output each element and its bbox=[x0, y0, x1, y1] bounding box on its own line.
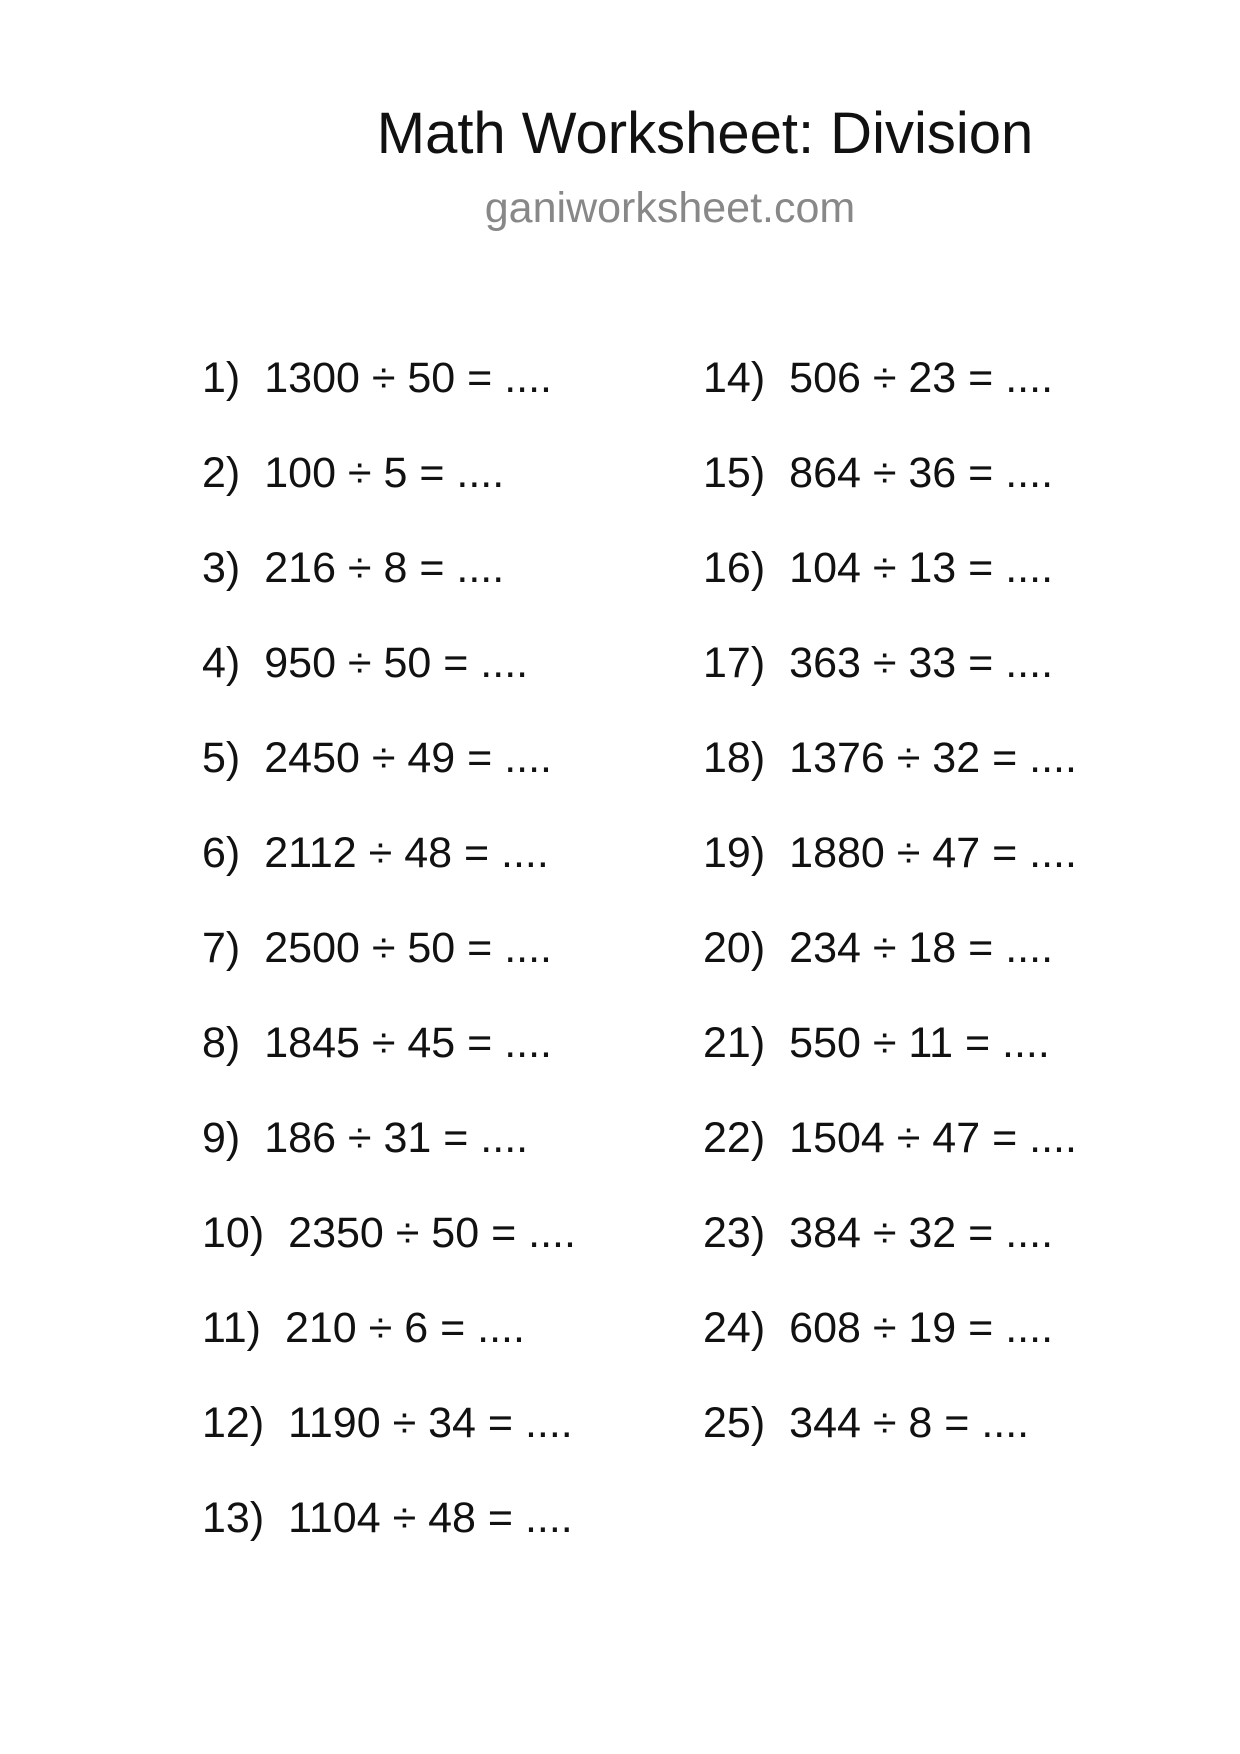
problem-expression: 1845 ÷ 45 = .... bbox=[264, 1019, 553, 1067]
problem-expression: 864 ÷ 36 = .... bbox=[789, 449, 1054, 497]
problem-expression: 186 ÷ 31 = .... bbox=[264, 1114, 529, 1162]
problem-expression: 1880 ÷ 47 = .... bbox=[789, 829, 1077, 877]
problem-item bbox=[703, 1102, 1077, 1197]
problem-number: 21) bbox=[703, 1019, 766, 1067]
problem-expression: 1190 ÷ 34 = .... bbox=[288, 1399, 573, 1447]
problem-item bbox=[202, 1102, 576, 1197]
problem-number: 13) bbox=[202, 1494, 265, 1542]
problem-item bbox=[202, 1197, 576, 1292]
problem-item bbox=[703, 627, 1077, 722]
problem-expression: 1504 ÷ 47 = .... bbox=[789, 1114, 1077, 1162]
problem-item bbox=[202, 817, 576, 912]
problem-item bbox=[703, 722, 1077, 817]
problem-number: 9) bbox=[202, 1114, 241, 1162]
problem-number: 16) bbox=[703, 544, 766, 592]
problem-item bbox=[202, 722, 576, 817]
problem-item bbox=[703, 817, 1077, 912]
problem-item bbox=[202, 627, 576, 722]
problem-expression: 104 ÷ 13 = .... bbox=[789, 544, 1054, 592]
problem-item bbox=[703, 437, 1077, 532]
problem-expression: 608 ÷ 19 = .... bbox=[789, 1304, 1054, 1352]
problem-number: 7) bbox=[202, 924, 241, 972]
problem-number: 11) bbox=[202, 1304, 261, 1352]
site-watermark: ganiworksheet.com bbox=[484, 184, 856, 232]
problem-number: 22) bbox=[703, 1114, 766, 1162]
problem-number: 3) bbox=[202, 544, 241, 592]
problem-number: 17) bbox=[703, 639, 766, 687]
problem-list-left bbox=[202, 342, 576, 1577]
problem-number: 12) bbox=[202, 1399, 265, 1447]
page-title: Math Worksheet: Division bbox=[376, 101, 1034, 166]
problem-expression: 1376 ÷ 32 = .... bbox=[789, 734, 1077, 782]
problem-item bbox=[703, 1007, 1077, 1102]
problem-expression: 216 ÷ 8 = .... bbox=[264, 544, 505, 592]
problem-number: 18) bbox=[703, 734, 766, 782]
problem-item bbox=[703, 342, 1077, 437]
problem-number: 23) bbox=[703, 1209, 766, 1257]
problem-number: 20) bbox=[703, 924, 766, 972]
problem-number: 5) bbox=[202, 734, 241, 782]
problem-expression: 100 ÷ 5 = .... bbox=[264, 449, 505, 497]
problem-item bbox=[202, 1387, 576, 1482]
problem-expression: 363 ÷ 33 = .... bbox=[789, 639, 1054, 687]
problem-item bbox=[202, 532, 576, 627]
problem-number: 4) bbox=[202, 639, 241, 687]
problem-item bbox=[202, 1482, 576, 1577]
problem-item bbox=[703, 532, 1077, 627]
problem-number: 2) bbox=[202, 449, 241, 497]
problem-expression: 384 ÷ 32 = .... bbox=[789, 1209, 1054, 1257]
problem-expression: 506 ÷ 23 = .... bbox=[789, 354, 1054, 402]
problem-expression: 2450 ÷ 49 = .... bbox=[264, 734, 553, 782]
problem-expression: 950 ÷ 50 = .... bbox=[264, 639, 529, 687]
problem-number: 8) bbox=[202, 1019, 241, 1067]
problem-expression: 234 ÷ 18 = .... bbox=[789, 924, 1054, 972]
problem-item bbox=[703, 912, 1077, 1007]
problem-item bbox=[703, 1292, 1077, 1387]
problem-expression: 1300 ÷ 50 = .... bbox=[264, 354, 553, 402]
problem-list-right bbox=[703, 342, 1077, 1482]
problem-number: 6) bbox=[202, 829, 241, 877]
problem-number: 1) bbox=[202, 354, 241, 402]
problem-number: 10) bbox=[202, 1209, 265, 1257]
problem-item bbox=[202, 1292, 576, 1387]
problem-number: 19) bbox=[703, 829, 766, 877]
problem-number: 14) bbox=[703, 354, 766, 402]
problem-expression: 344 ÷ 8 = .... bbox=[789, 1399, 1030, 1447]
problem-number: 25) bbox=[703, 1399, 766, 1447]
problem-item bbox=[202, 1007, 576, 1102]
problem-expression: 2500 ÷ 50 = .... bbox=[264, 924, 553, 972]
problem-number: 24) bbox=[703, 1304, 766, 1352]
problem-number: 15) bbox=[703, 449, 766, 497]
problem-expression: 2350 ÷ 50 = .... bbox=[288, 1209, 576, 1257]
problem-item bbox=[202, 437, 576, 532]
problem-item bbox=[703, 1387, 1077, 1482]
problem-item bbox=[202, 342, 576, 437]
problem-item bbox=[202, 912, 576, 1007]
problem-expression: 1104 ÷ 48 = .... bbox=[288, 1494, 573, 1542]
problem-expression: 210 ÷ 6 = .... bbox=[284, 1304, 525, 1352]
problem-item bbox=[703, 1197, 1077, 1292]
problem-expression: 550 ÷ 11 = .... bbox=[789, 1019, 1050, 1067]
problem-expression: 2112 ÷ 48 = .... bbox=[264, 829, 549, 877]
